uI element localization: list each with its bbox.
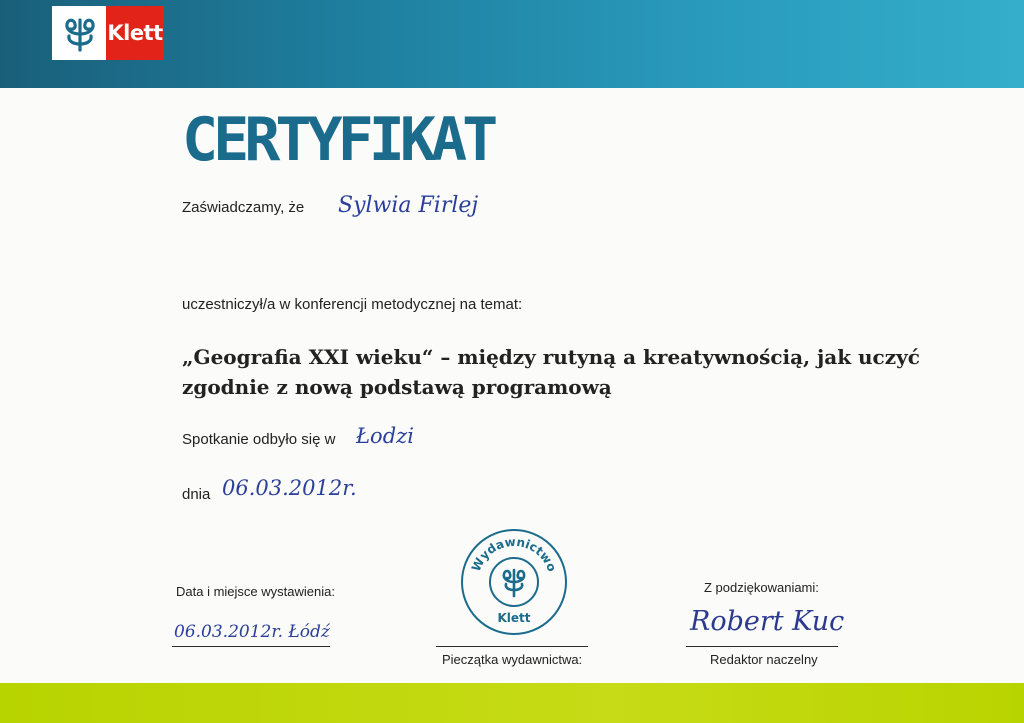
- date-value: 06.03.2012r.: [222, 476, 357, 500]
- issue-value: 06.03.2012r. Łódź: [174, 622, 330, 642]
- bottom-band: [0, 683, 1024, 723]
- participant-name: Sylwia Firlej: [338, 193, 479, 218]
- publisher-stamp: [458, 526, 570, 638]
- stamp-leaf-icon: [504, 570, 524, 596]
- intro-text: Zaświadczamy, że: [182, 199, 305, 216]
- topic-text: „Geografia XXI wieku“ – między rutyną a kreatywnością, jak uczyć zgodnie z nową podstawą programową: [182, 345, 920, 399]
- klett-leaf-icon: [60, 16, 100, 52]
- stamp-text-bottom: Klett: [497, 611, 531, 625]
- klett-logo: [52, 6, 164, 60]
- issue-line: [172, 646, 330, 647]
- stamp-label: Pieczątka wydawnictwa:: [442, 652, 583, 667]
- participation-text: uczestniczył/a w konferencji metodycznej na temat:: [182, 296, 523, 313]
- place-value: Łodzi: [356, 424, 414, 448]
- place-label: Spotkanie odbyło się w: [182, 431, 336, 448]
- issue-label: Data i miejsce wystawienia:: [176, 584, 335, 599]
- stamp-text-top: Wydawnictwo: [468, 534, 560, 574]
- date-label: dnia: [182, 486, 211, 503]
- editor-label: Redaktor naczelny: [710, 652, 818, 667]
- editor-signature: Robert Kuc: [690, 606, 845, 637]
- brand-name: Klett: [107, 21, 163, 45]
- thanks-label: Z podziękowaniami:: [704, 580, 819, 595]
- certificate-title: CERTYFIKAT: [182, 105, 494, 175]
- stamp-line: [436, 646, 588, 647]
- logo-red-panel: [106, 6, 164, 60]
- editor-line: [686, 646, 838, 647]
